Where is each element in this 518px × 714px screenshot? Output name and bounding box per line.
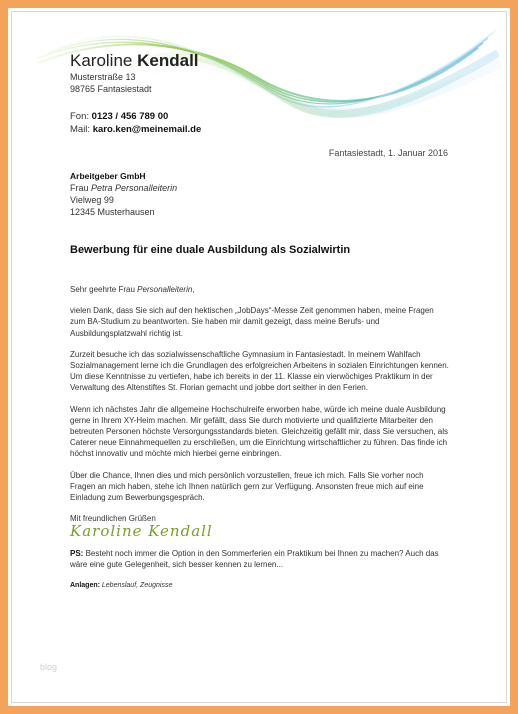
letter-subject: Bewerbung für eine duale Ausbildung als Sozialwirtin [70,244,351,256]
sender-city: 98765 Fantasiestadt [70,84,152,94]
closing-line: Mit freundlichen Grüßen [70,514,156,524]
mail-address[interactable]: karo.ken@meinemail.de [92,124,202,135]
greeting [70,284,450,295]
mail-label: Mail: [70,124,91,135]
attachments-list: Lebenslauf, Zeugnisse [99,582,173,590]
ps-text: Besteht noch immer die Option in den Sommerferien ein Praktikum bei Ihnen zu machen? Auch das wäre eine gute Gelegenheit, sich besser kennen zu lernen... [70,548,439,569]
postscript [70,548,450,570]
paragraph-motivation: Wenn ich nächstes Jahr die allgemeine Hochschulreife erworben habe, würde ich meine duale Ausbildung gerne in Ihrem XY-Heim machen. Mir gefällt, dass Sie durch motivierte und qualifizierte Mitarbeiter den betreuten Personen höchste Versorgungsstandards bieten. Gleichzeitig gefällt mir, dass Sie versuchen, als Caterer neue Einnahmequellen zu erschließen, um die Einrichtung wirtschaftlicher zu führen. Das finde ich höchst innovativ und möchte mich hierbei gerne einbringen. [70,404,448,459]
recipient-salutation: Frau [70,183,89,193]
sender-block [70,51,199,95]
recipient-street: Vielweg 99 [70,195,114,205]
recipient-block [70,170,177,218]
watermark: blog [40,662,58,672]
paragraph-school: Zurzeit besuche ich das soziaIwissenschaftliche Gymnasium in Fantasiestadt. In meinem Wahlfach Sozialmanagement lerne ich die Grundlagen des erfolgreichen Arbeitens in sozialen Einrichtungen kennen. Um diese Kenntnisse zu vertiefen, habe ich bereits in der 11. Klasse ein vierwöchiges Praktikum in der Verwaltung des Altenstiftes St. Florian gemacht und jobbe dort seither in den Ferien. [70,349,449,393]
paragraph-closing: Über die Chance, Ihnen dies und mich persönlich vorzustellen, freue ich mich. Falls Sie vorher noch Fragen an mich haben, stehe ich Ihnen natürlich gern zur Verfügung. Ansonsten freue mich auf eine Einladung zum Bewerbungsgespräch. [70,470,424,503]
sender-name [70,51,199,71]
attachments [70,580,450,591]
paragraph-thanks: vielen Dank, dass Sie sich auf den hektischen „JobDays“-Messe Zeit genommen haben, meine Fragen zum BA-Studium zu beantworten. Sie haben mir damit gezeigt, dass meine Berufs- und Ausbildungsplatzwahl richtig ist. [70,306,434,338]
sender-first-name: Karoline [70,51,133,70]
signature: Karoline Kendall [70,522,213,541]
recipient-city: 12345 Musterhausen [70,207,155,217]
letter-body [70,284,450,601]
recipient-contact: Petra Personalleiterin [91,183,178,193]
attachments-label: Anlagen: [70,582,100,590]
recipient-contact-line [70,182,177,194]
recipient-company: Arbeitgeber GmbH [70,171,146,181]
phone-line [70,110,201,123]
phone-label: Fon: [70,111,90,122]
sender-last-name: Kendall [137,51,199,70]
greeting-name: Personalleiterin [137,285,193,294]
ps-label: PS: [70,548,84,558]
letter-date: Fantasiestadt, 1. Januar 2016 [328,148,448,158]
mail-line [70,123,201,136]
letter-page [8,8,510,706]
contact-block [70,110,201,136]
greeting-prefix: Sehr geehrte Frau [70,285,135,294]
greeting-suffix: , [192,285,195,294]
phone-number: 0123 / 456 789 00 [91,111,169,122]
sender-street: Musterstraße 13 [70,72,136,82]
